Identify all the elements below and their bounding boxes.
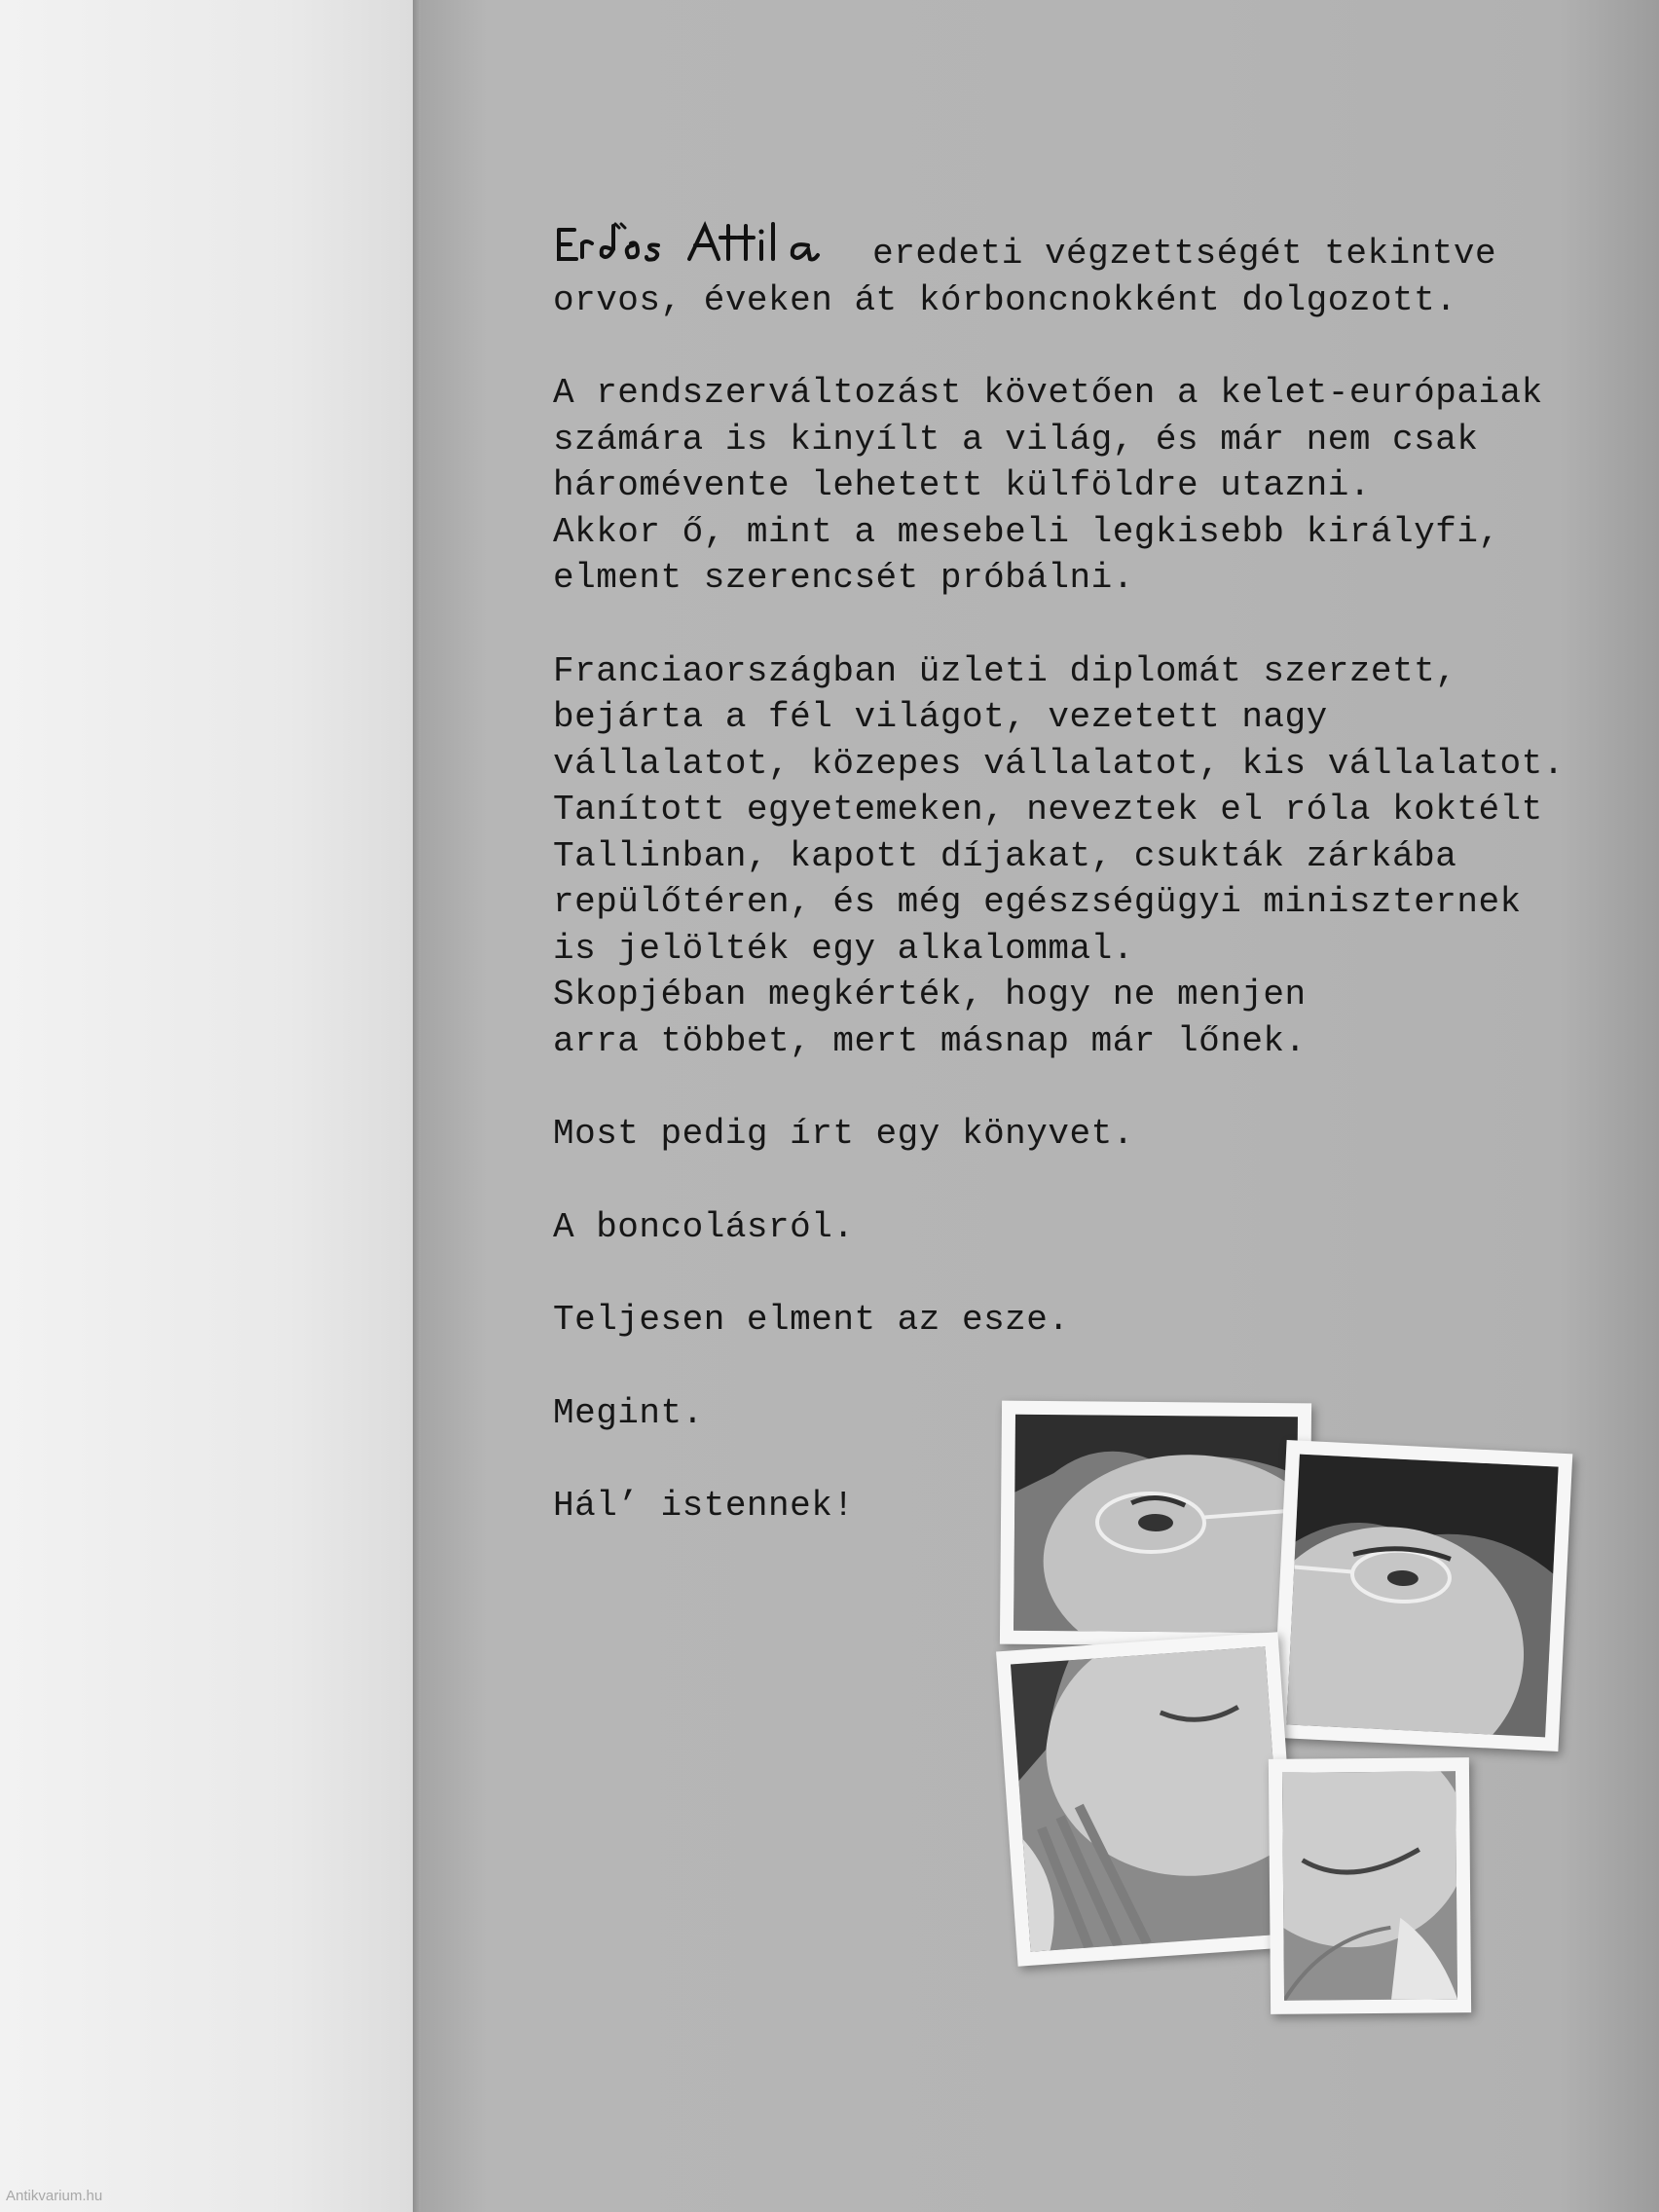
watermark: Antikvarium.hu [6,2188,103,2204]
bio-line: repülőtéren, és még egészségügyi miniszternek [553,882,1522,922]
page-spine-edge [413,0,421,2212]
bio-line: számára is kinyílt a világ, és már nem csak [553,419,1479,460]
bio-line: vállalatot, közepes vállalatot, kis vállalatot. [553,743,1565,784]
bio-line: Skopjéban megkérték, hogy ne menjen [553,975,1307,1014]
bio-line: orvos, éveken át kórboncnokként dolgozott. [553,279,1457,320]
author-bio [553,220,1653,1576]
face-illustration [1286,1455,1558,1738]
bio-line: is jelölték egy alkalommal. [553,928,1134,969]
bio-line: A boncolásról. [553,1206,855,1247]
bio-line: Tanított egyetemeken, neveztek el róla koktélt [553,790,1543,830]
portrait-image [1286,1455,1558,1738]
signature-handwriting [553,220,847,267]
paragraph-1 [553,220,1653,323]
paragraph-3 [553,648,1653,1065]
bio-line: arra többet, mert másnap már lőnek. [553,1020,1307,1061]
bio-line: A rendszerváltozást követően a kelet-európaiak [553,373,1543,413]
bio-line: Franciaországban üzleti diplomát szerzett, [553,650,1457,691]
bio-line: Hál’ istennek! [553,1486,855,1526]
bio-line: elment szerencsét próbálni. [553,558,1134,598]
bio-line: háromévente lehetett külföldre utazni. [553,465,1371,505]
bio-line: Megint. [553,1392,704,1433]
photo-smile-chin [1269,1757,1471,2014]
face-illustration [1282,1771,1457,2001]
bio-line: Teljesen elment az esze. [553,1300,1070,1340]
bio-line: bejárta a fél világot, vezetett nagy [553,697,1328,737]
paragraph-2 [553,370,1653,602]
page-left-margin [0,0,413,2212]
bio-line: Most pedig írt egy könyvet. [553,1114,1134,1154]
bio-line: Akkor ő, mint a mesebeli legkisebb királyfi, [553,511,1500,552]
bio-line: Tallinban, kapott díjakat, csukták zárkába [553,835,1457,876]
photo-smile-collar [996,1632,1300,1966]
paragraph-4 [553,1111,1653,1158]
face-illustration [1014,1415,1298,1634]
portrait-image [1011,1646,1285,1952]
paragraph-6 [553,1297,1653,1344]
bio-line: eredeti végzettségét tekintve [872,234,1497,274]
paragraph-5 [553,1204,1653,1251]
portrait-image [1282,1771,1457,2001]
photo-eyes-right [1272,1440,1573,1751]
portrait-image [1014,1415,1298,1634]
face-illustration [1011,1646,1285,1952]
photo-eyes-left [1000,1401,1311,1647]
author-signature [553,220,847,267]
